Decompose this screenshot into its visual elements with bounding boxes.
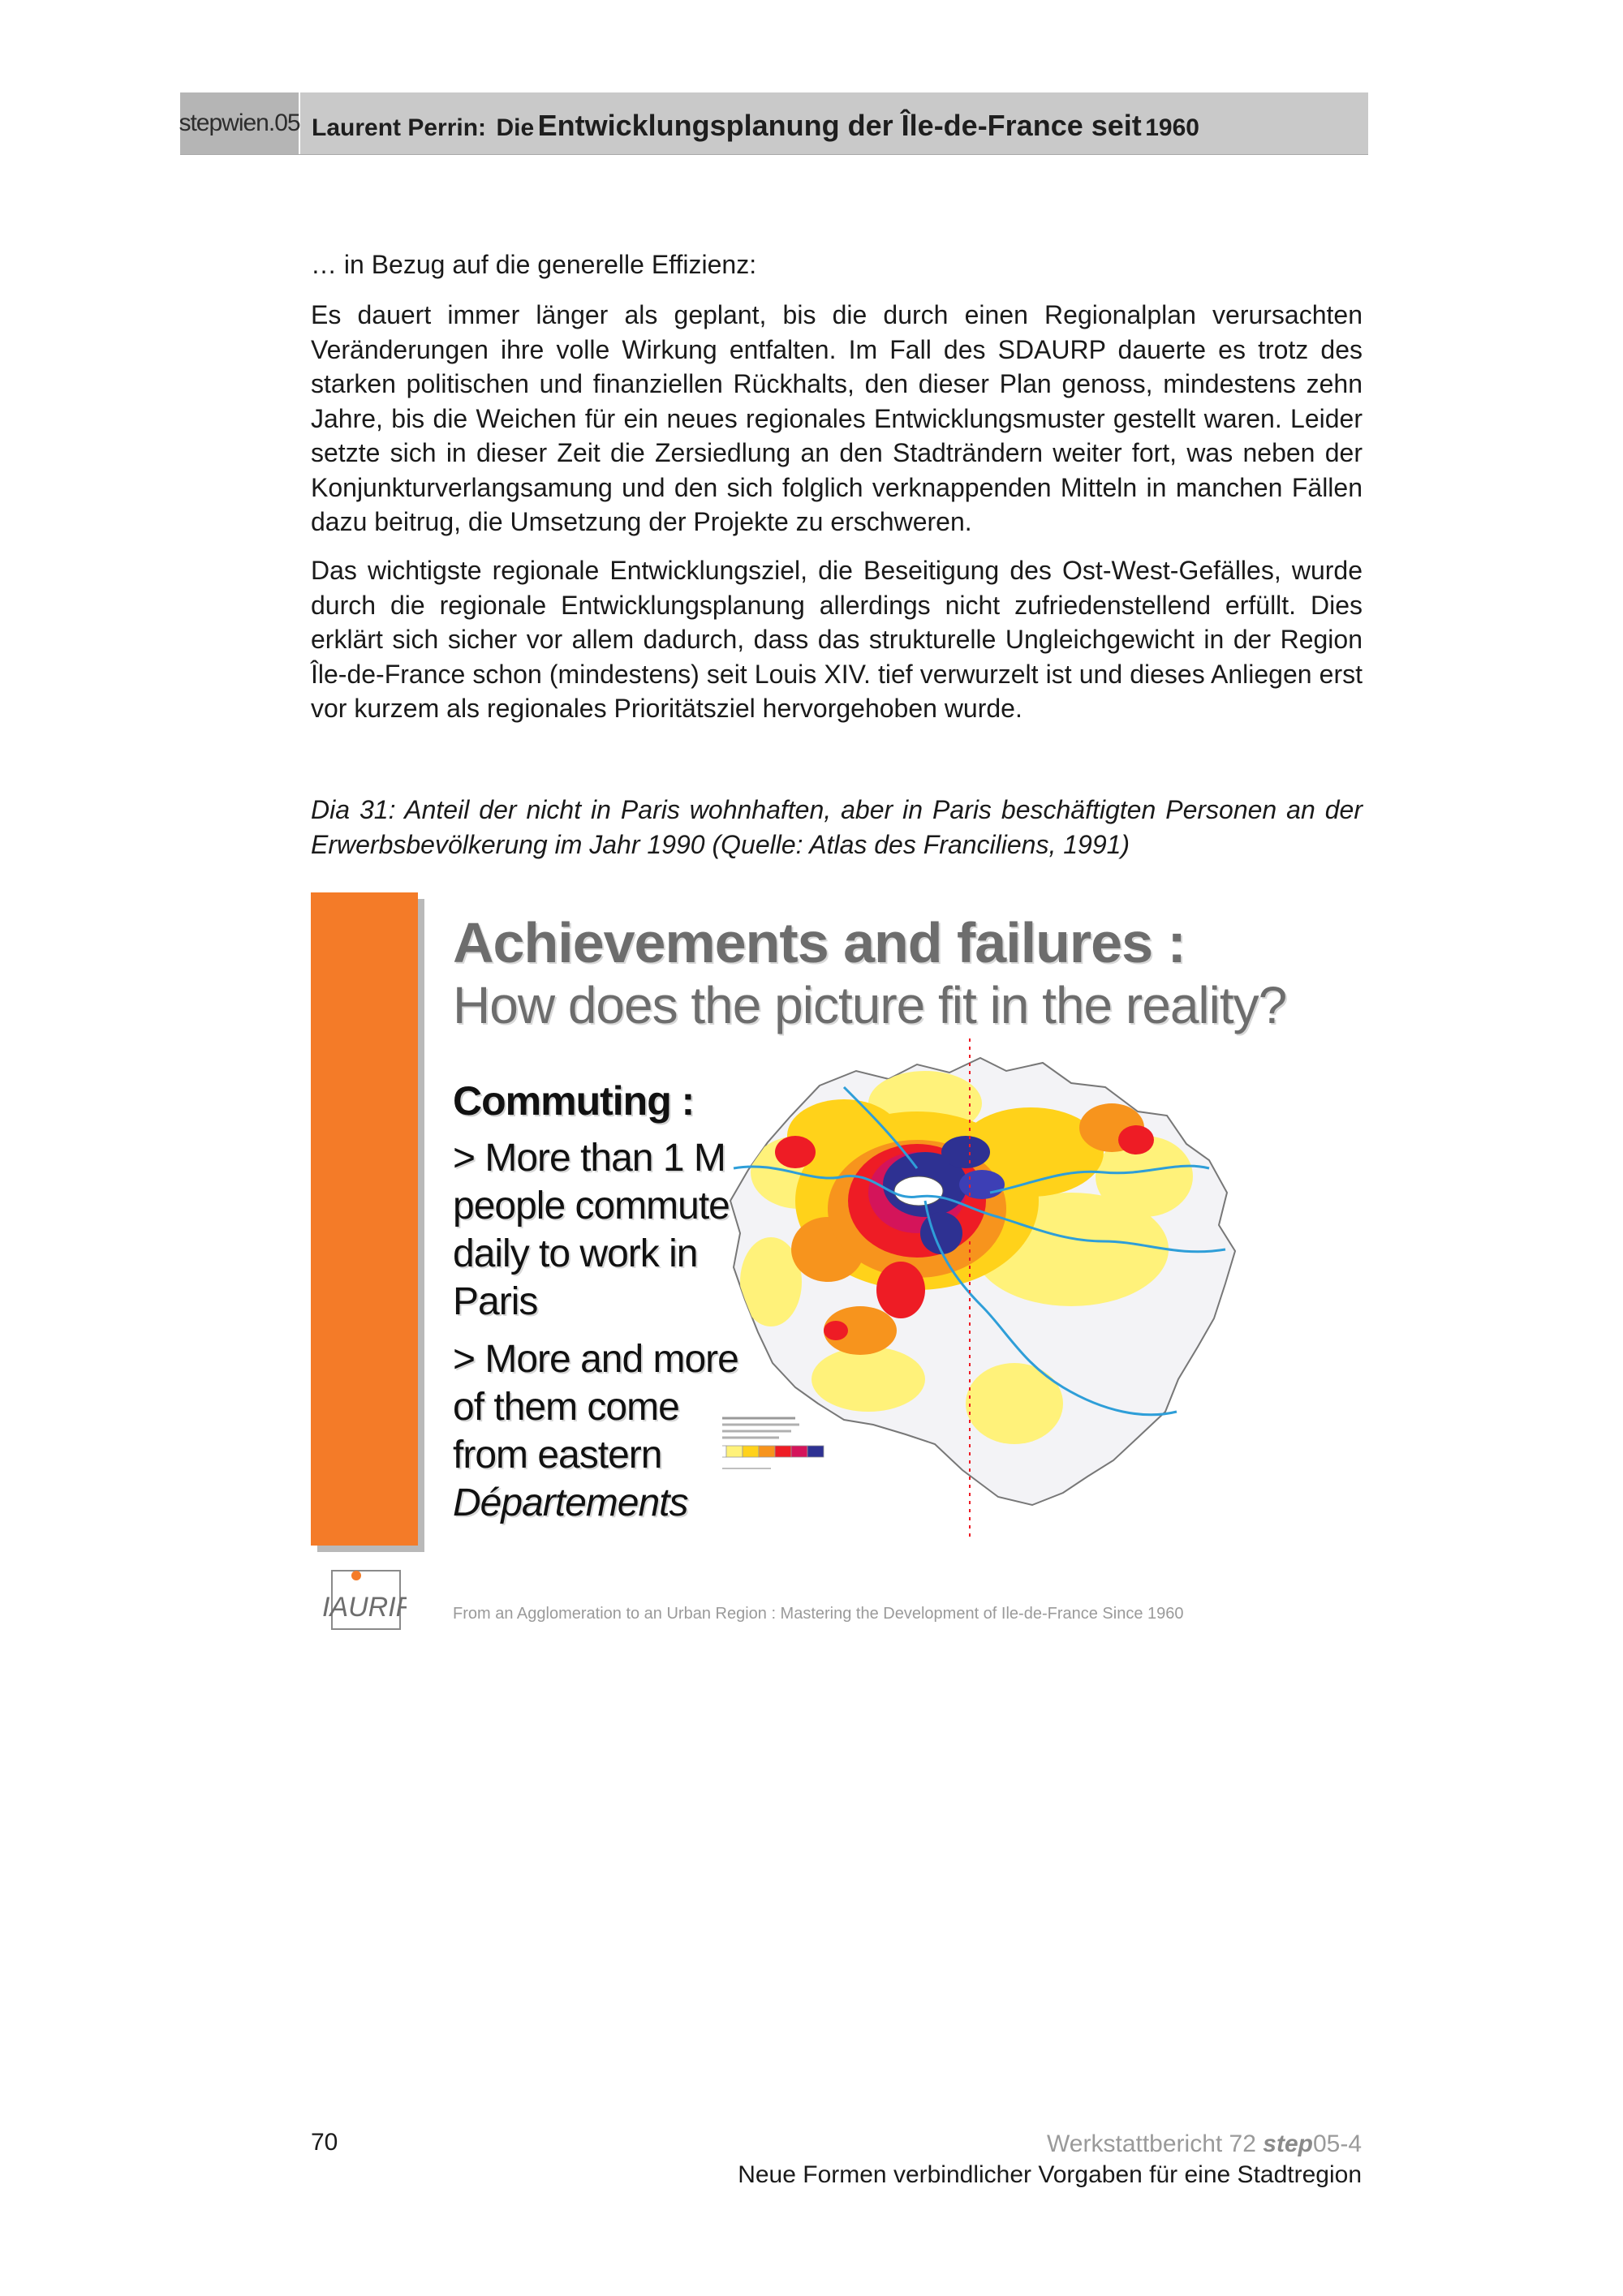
map-zone-red xyxy=(824,1321,848,1340)
legend-swatch xyxy=(726,1446,743,1457)
paragraph-2: Das wichtigste regionale Entwicklungsziel, die Beseitigung des Ost-West-Gefälles, wurde durch die regionale Entwicklungsplanung allerdings nicht zufriedenstellend erfüllt. Dies erklärt sich sicher vor allem dadurch, dass das strukturelle Ungleichgewicht in der Region Île-de-France schon (mindestens) seit Louis XIV. tief verwurzelt ist und dieses Anliegen erst vor kurzem als regionales Prioritätsziel hervorgehoben wurde. xyxy=(311,556,1363,723)
header-author: Laurent Perrin: xyxy=(312,114,487,141)
slide-title-line1: Achievements and failures : xyxy=(453,911,1186,974)
map-zone-blue xyxy=(941,1136,990,1168)
logo-wordmark: IAURIF xyxy=(322,1592,407,1623)
orange-side-bar xyxy=(311,892,418,1546)
iaurif-logo xyxy=(317,1559,407,1634)
logo-text: stepwien.05 xyxy=(179,110,300,136)
header-title xyxy=(312,109,1199,143)
slide-footer: From an Agglomeration to an Urban Region : Mastering the Development of Ile-de-France Since 1960 xyxy=(453,1605,1184,1623)
page-footer xyxy=(738,2129,1362,2191)
map-zone-blue xyxy=(959,1170,1005,1199)
slide-title xyxy=(453,910,1286,1035)
intro-line: … in Bezug auf die generelle Effizienz: xyxy=(311,250,757,279)
running-header xyxy=(180,92,1368,155)
slide-bullet-2-text: > More and more of them come from eastern xyxy=(453,1338,738,1477)
legend-swatch xyxy=(807,1446,824,1457)
slide-bullet-2 xyxy=(453,1335,745,1527)
figure-caption: Dia 31: Anteil der nicht in Paris wohnhaften, aber in Paris beschäftigten Personen an der Erwerbsbevölkerung im Jahr 1990 (Quelle: Atlas des Franciliens, 1991) xyxy=(311,795,1363,859)
map-zone-yellow xyxy=(966,1363,1063,1444)
slide-heading: Commuting : xyxy=(453,1078,695,1124)
slide-title-line2: How does the picture fit in the reality? xyxy=(453,976,1287,1034)
map-zone-red xyxy=(1118,1125,1154,1154)
legend-swatches xyxy=(722,1446,824,1457)
legend-swatch xyxy=(722,1446,726,1457)
footer-report xyxy=(738,2129,1362,2160)
map-zone-blue xyxy=(920,1212,962,1254)
ile-de-france-map-svg xyxy=(722,1038,1242,1541)
map-zone-yellow xyxy=(812,1347,925,1412)
legend-swatch xyxy=(743,1446,759,1457)
header-die: Die xyxy=(496,114,535,141)
slide-bullet-2-end: Départements xyxy=(453,1481,688,1524)
paragraph-1: Es dauert immer länger als geplant, bis die durch einen Regionalplan verursachten Veränderungen ihre volle Wirkung entfalten. Im Fall des SDAURP dauerte es trotz des starken politischen und finanziellen Rückhalts, den dieser Plan genoss, mindestens zehn Jahre, bis die Weichen für ein neues regionales Entwicklungsmuster gestellt waren. Leider setzte sich in dieser Zeit die Zersiedlung an den Stadträndern weiter fort, was neben der Konjunkturverlangsamung und den sich folglich verknappenden Mitteln in manchen Fällen dazu beitrug, die Umsetzung der Projekte zu erschweren. xyxy=(311,300,1363,536)
legend-swatch xyxy=(759,1446,775,1457)
paris-area xyxy=(894,1176,943,1206)
header-main-title: Entwicklungsplanung der Île-de-France seit xyxy=(537,109,1142,142)
map-zone-red xyxy=(775,1136,816,1168)
legend-swatch xyxy=(791,1446,807,1457)
footer-step-bold: step xyxy=(1263,2130,1313,2157)
legend-swatch xyxy=(775,1446,791,1457)
footer-step-rest: 05-4 xyxy=(1312,2130,1362,2157)
commuting-map xyxy=(722,1038,1242,1541)
stepwien-logo xyxy=(180,92,300,154)
map-zone-red xyxy=(876,1262,925,1318)
footer-report-text: Werkstattbericht 72 xyxy=(1047,2130,1256,2157)
header-year: 1960 xyxy=(1145,114,1199,141)
footer-subtitle: Neue Formen verbindlicher Vorgaben für eine Stadtregion xyxy=(738,2161,1362,2188)
slide-figure xyxy=(311,892,1287,1639)
logo-dot xyxy=(351,1571,361,1580)
slide-bullets xyxy=(453,1134,745,1537)
map-legend xyxy=(722,1418,824,1468)
slide-bullet-1: > More than 1 M people commute daily to work in Paris xyxy=(453,1137,730,1323)
page-number: 70 xyxy=(311,2129,338,2156)
